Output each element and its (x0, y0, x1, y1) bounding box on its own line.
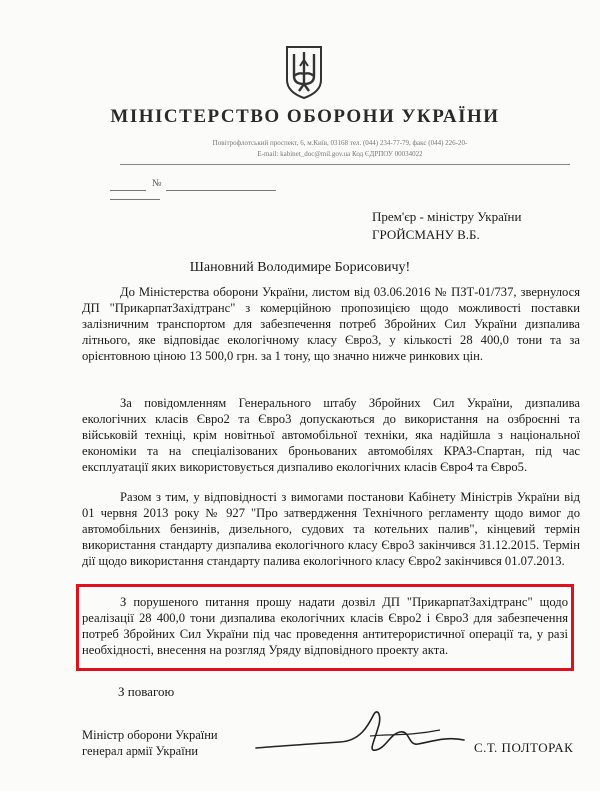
paragraph-4-request: З порушеного питання прошу надати дозвіл ДП "ПрикарпатЗахідтранс" щодо реалізації 28 400,0 тони дизпалива екологічних класів Євро2 і Євро3 для забезпечення потреб Збройних Сил України під час проведення антитерористичної операції та, у разі необхідності, внесення на розгляд Уряду відповідного проекту акта. (82, 595, 568, 657)
reference-underline-2 (110, 199, 160, 200)
addressee-name: ГРОЙСМАНУ В.Б. (372, 227, 480, 242)
number-sign: № (152, 178, 162, 189)
addressee-position: Прем'єр - міністру України (372, 209, 522, 224)
addressee-block (372, 208, 521, 244)
signer-title-line-1: Міністр оборони України (82, 728, 218, 742)
salutation: Шановний Володимире Борисовичу! (189, 260, 411, 275)
paragraph-1: До Міністерства оборони України, листом від 03.06.2016 № ПЗТ-01/737, звернулося ДП "ПрикарпатЗахідтранс" з комерційною пропозицією щодо можливості поставки залізничним транспортом для забезпечення потреб Збройних Сил України дизпалива літнього, яке відповідає екологічному класу Євро3, у кількості 28 400,0 тони та за орієнтовною ціною 13 500,0 грн. за 1 тону, що значно нижче ринкових цін. (82, 285, 580, 363)
address-line-2: E-mail: kabinet_doc@mil.gov.ua Код ЄДРПОУ 00034022 (257, 150, 423, 158)
closing-regards: З повагою (118, 684, 175, 699)
header-divider (120, 164, 570, 165)
signer-name: С.Т. ПОЛТОРАК (474, 740, 574, 755)
highlight-box (76, 584, 574, 671)
address-line-1: Повітрофлотський проспект, 6, м.Київ, 03168 тел. (044) 234-77-79, факс (044) 226-20- (212, 139, 468, 147)
ministry-title: МІНІСТЕРСТВО ОБОРОНИ УКРАЇНИ (110, 106, 500, 127)
reference-number (110, 180, 280, 190)
trident-emblem-icon (284, 44, 324, 100)
handwritten-signature (250, 706, 470, 766)
paragraph-2: За повідомленням Генерального штабу Збройних Сил України, дизпалива екологічних класів Євро2 та Євро3 допускаються до використання на озброєнні та військовій техніці, крім новітньої автомобільної техніки, яка надійшла з національної економіки та на спеціалізованих броньованих автомобілях КРАЗ-Спартан, під час експлуатації яких використовується дизпаливо екологічних класів Євро4 та Євро5. (82, 396, 580, 474)
signer-position (82, 727, 218, 759)
signer-title-line-2: генерал армії України (82, 744, 199, 758)
paragraph-3: Разом з тим, у відповідності з вимогами постанови Кабінету Міністрів України від 01 червня 2013 року № 927 "Про затвердження Технічного регламенту щодо вимог до автомобільних бензинів, дизельного, судових та котельних палив", кінцевий термін використання стандарту дизпалива екологічного класу Євро3 закінчився 31.12.2015. Термін дії щодо використання стандарту палива екологічного класу Євро2 закінчився 01.07.2013. (82, 490, 580, 568)
number-underline (166, 190, 276, 191)
date-underline (110, 190, 146, 191)
ministry-address (150, 138, 530, 160)
